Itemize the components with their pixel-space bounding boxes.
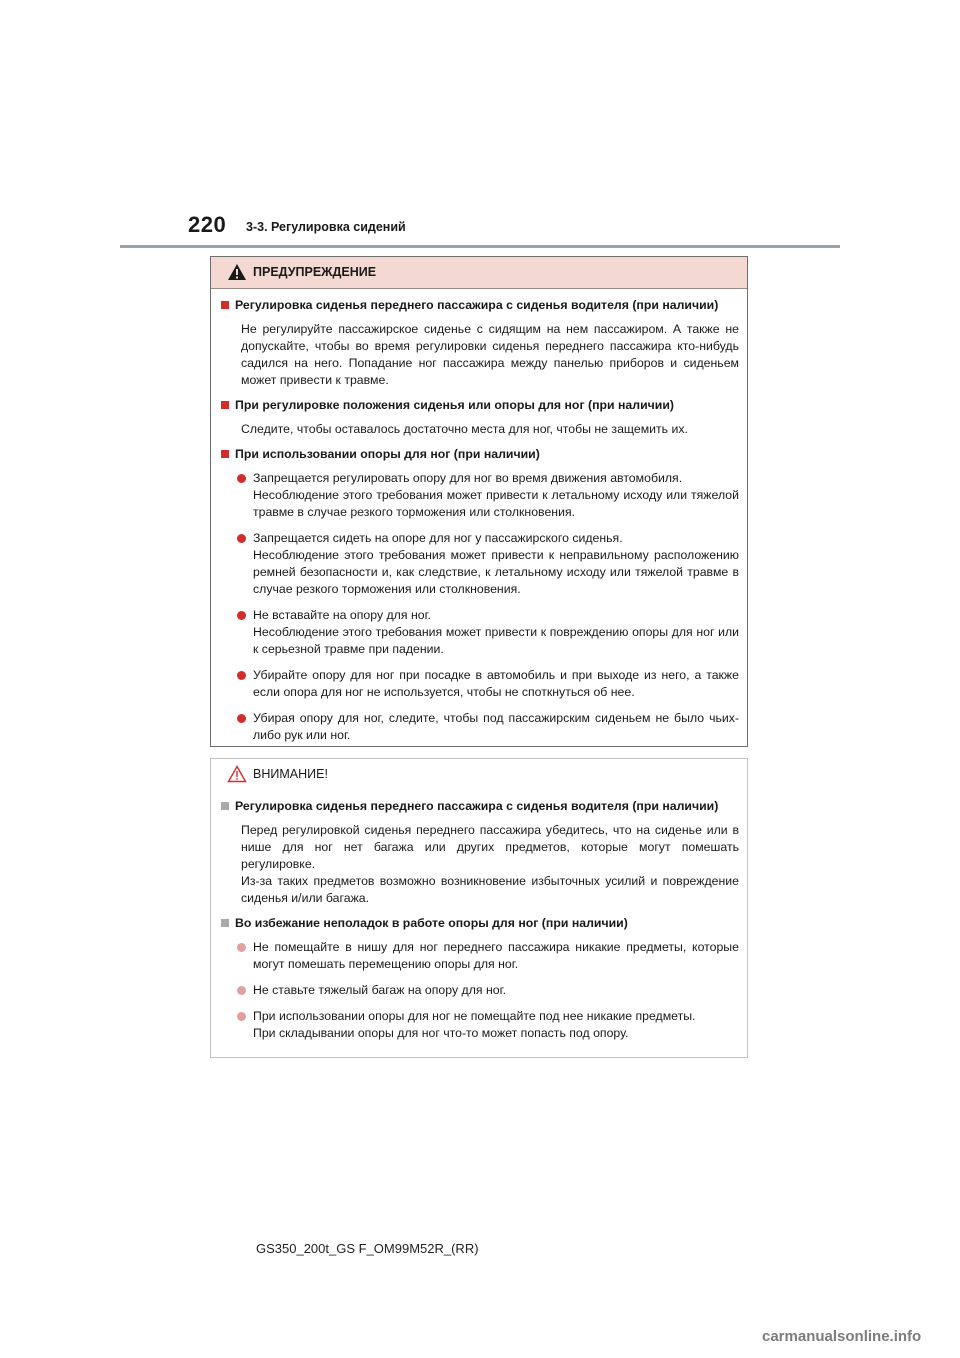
warning-bullet: [219, 710, 739, 744]
header-rule: [120, 245, 840, 248]
warning-box: [210, 256, 748, 747]
page-header: [188, 212, 840, 248]
heading-text: Во избежание неполадок в работе опоры для ног (при наличии): [235, 916, 628, 930]
round-bullet-icon: [237, 943, 246, 952]
bullet-line: Убирайте опору для ног при посадке в автомобиль и при выходе из него, а также если опора для ног не используется, чтобы не споткнуться об нее.: [253, 668, 739, 699]
warning-content: [211, 289, 747, 744]
warning-paragraph: Следите, чтобы оставалось достаточно места для ног, чтобы не защемить их.: [241, 422, 688, 436]
warning-section-heading: [219, 297, 739, 314]
round-bullet-icon: [237, 534, 246, 543]
bullet-line: Не вставайте на опору для ног.: [253, 608, 431, 622]
caution-content: [211, 790, 747, 1042]
bullet-line: Несоблюдение этого требования может привести к неправильному расположению ремней безопасности и, как следствие, к летальному исходу или тяжелой травме в случае резкого торможения или столкновения.: [253, 548, 739, 596]
caution-title: ВНИМАНИЕ!: [253, 767, 328, 781]
heading-text: При регулировке положения сиденья или опоры для ног (при наличии): [235, 398, 674, 412]
caution-paragraph: [219, 822, 739, 907]
caution-triangle-icon: [227, 765, 247, 783]
warning-bullet: [219, 607, 739, 658]
square-bullet-icon: [221, 450, 229, 458]
heading-text: Регулировка сиденья переднего пассажира с сиденья водителя (при наличии): [235, 298, 719, 312]
warning-paragraph: Не регулируйте пассажирское сиденье с сидящим на нем пассажиром. А также не допускайте, чтобы во время регулировки сиденья переднего пассажира кто-нибудь садился на него. Попадание ног пассажира между панелью приборов и сиденьем может привести к травме.: [241, 322, 739, 387]
warning-bullet: [219, 470, 739, 521]
bullet-line: При использовании опоры для ног не помещайте под нее никакие предметы.: [253, 1009, 696, 1023]
warning-bullet: [219, 667, 739, 701]
bullet-line: Убирая опору для ног, следите, чтобы под пассажирским сиденьем не было чьих-либо рук или ног.: [253, 711, 739, 742]
caution-bullet: [219, 939, 739, 973]
bullet-line: Запрещается сидеть на опоре для ног у пассажирского сиденья.: [253, 531, 623, 545]
bullet-line: При складывании опоры для ног что-то может попасть под опору.: [253, 1026, 629, 1040]
bullet-line: Несоблюдение этого требования может привести к повреждению опоры для ног или к серьезной травме при падении.: [253, 625, 739, 656]
bullet-line: Не помещайте в нишу для ног переднего пассажира никакие предметы, которые могут помешать перемещению опоры для ног.: [253, 940, 739, 971]
bullet-line: Несоблюдение этого требования может привести к летальному исходу или тяжелой травме в случае резкого торможения или столкновения.: [253, 488, 739, 519]
warning-bullet: [219, 530, 739, 598]
round-bullet-icon: [237, 671, 246, 680]
bullet-line: Не ставьте тяжелый багаж на опору для ног.: [253, 983, 506, 997]
footer-model-code: GS350_200t_GS F_OM99M52R_(RR): [256, 1241, 479, 1256]
round-bullet-icon: [237, 611, 246, 620]
caution-header: [211, 759, 747, 790]
caution-box: [210, 758, 748, 1058]
bullet-line: Запрещается регулировать опору для ног во время движения автомобиля.: [253, 471, 683, 485]
caution-section-heading: [219, 915, 739, 932]
paragraph-line: Из-за таких предметов возможно возникновение избыточных усилий и повреждение сиденья и/или багажа.: [241, 874, 739, 905]
round-bullet-icon: [237, 1012, 246, 1021]
round-bullet-icon: [237, 986, 246, 995]
caution-bullet: [219, 1008, 739, 1042]
square-bullet-icon: [221, 802, 229, 810]
paragraph-line: Перед регулировкой сиденья переднего пассажира убедитесь, что на сиденье или в нише для ног нет багажа или других предметов, которые могут помешать регулировке.: [241, 823, 739, 871]
heading-text: Регулировка сиденья переднего пассажира с сиденья водителя (при наличии): [235, 799, 719, 813]
warning-title: ПРЕДУПРЕЖДЕНИЕ: [253, 265, 377, 279]
watermark-text: carmanualsonline.info: [762, 1328, 922, 1345]
square-bullet-icon: [221, 301, 229, 309]
square-bullet-icon: [221, 919, 229, 927]
round-bullet-icon: [237, 714, 246, 723]
section-title: 3-3. Регулировка сидений: [246, 220, 406, 234]
heading-text: При использовании опоры для ног (при наличии): [235, 447, 540, 461]
square-bullet-icon: [221, 401, 229, 409]
warning-header: [211, 257, 747, 289]
round-bullet-icon: [237, 474, 246, 483]
warning-section-heading: [219, 397, 739, 414]
page-number: 220: [188, 212, 227, 237]
warning-section-heading: [219, 446, 739, 463]
caution-section-heading: [219, 798, 739, 815]
warning-triangle-icon: [227, 263, 247, 281]
caution-bullet: [219, 982, 739, 999]
